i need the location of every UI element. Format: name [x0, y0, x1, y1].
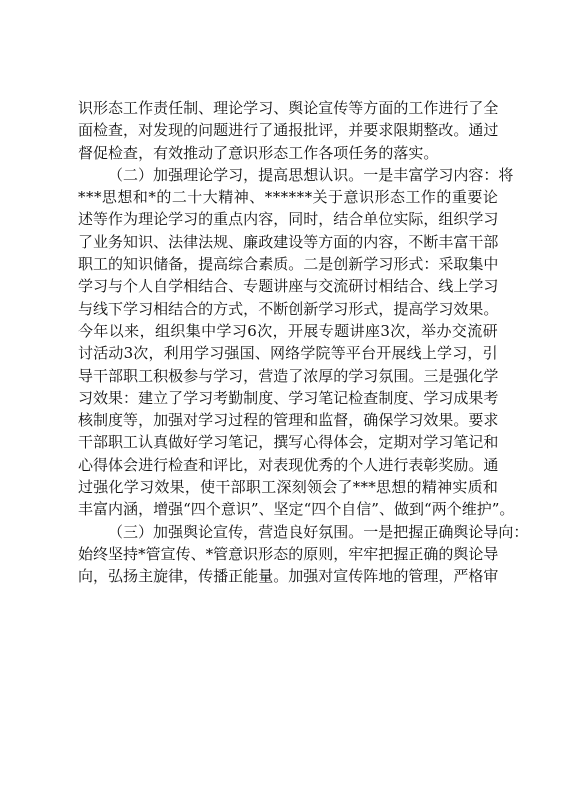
text-line: 学 习 与 个 人 自 学 相 结 合 、 专 题 讲 座 与 交 流 研 讨 相 结 合 、 线 上 学 习: [78, 277, 499, 296]
text-line: 始 终 坚 持 * 管 宣 传 、 * 管 意 识 形 态 的 原 则 ， 牢 牢 把 握 正 确 的 舆 论 导: [78, 544, 499, 563]
text-line: 面 检 查 ， 对 发 现 的 问 题 进 行 了 通 报 批 评 ， 并 要 求 限 期 整 改 。 通 过: [78, 121, 499, 140]
text-line: （ 二 ） 加 强 理 论 学 习 ， 提 高 思 想 认 识 。 一 是 丰 富 学 习 内 容 ： 将: [108, 165, 514, 184]
text-line: 今 年 以 来 ， 组 织 集 中 学 习 6 次 ， 开 展 专 题 讲 座 3 次 ， 举 办 交 流 研: [78, 321, 498, 340]
text-line: 导 干 部 职 工 积 极 参 与 学 习 ， 营 造 了 浓 厚 的 学 习 氛 围 。 三 是 强 化 学: [78, 366, 499, 385]
text-line: 识 形 态 工 作 责 任 制 、 理 论 学 习 、 舆 论 宣 传 等 方 面 的 工 作 进 行 了 全: [78, 99, 499, 117]
text-line: 了 业 务 知 识 、 法 律 法 规 、 廉 政 建 设 等 方 面 的 内 容 ， 不 断 丰 富 干 部: [78, 232, 499, 251]
body-text: [78, 97, 529, 588]
text-line: 心 得 体 会 进 行 检 查 和 评 比 ， 对 表 现 优 秀 的 个 人 进 行 表 彰 奖 励 。 通: [78, 455, 499, 474]
text-line: 核 制 度 等 ， 加 强 对 学 习 过 程 的 管 理 和 监 督 ， 确 保 学 习 效 果 。 要 求: [78, 411, 499, 430]
text-line: 与 线 下 学 习 相 结 合 的 方 式 ， 不 断 创 新 学 习 形 式 ， 提 高 学 习 效 果 。: [78, 299, 499, 318]
text-line: （ 三 ） 加 强 舆 论 宣 传 ， 营 造 良 好 氛 围 。 一 是 把 握 正 确 舆 论 导 向 ：: [108, 522, 529, 541]
text-line: 习 效 果 ： 建 立 了 学 习 考 勤 制 度 、 学 习 笔 记 检 查 制 度 、 学 习 成 果 考: [78, 388, 499, 407]
text-line: 讨 活 动 3 次 ， 利 用 学 习 强 国 、 网 络 学 院 等 平 台 开 展 线 上 学 习 ， 引: [78, 344, 498, 363]
text-line: 职 工 的 知 识 储 备 ， 提 高 综 合 素 质 。 二 是 创 新 学 习 形 式 ： 采 取 集 中: [78, 255, 499, 274]
text-line: 丰 富 内 涵 ， 增 强 “ 四 个 意 识 ” 、 坚 定 “ 四 个 自 信 ” 、 做 到 “ 两 个 维 护 ” 。: [78, 500, 515, 519]
text-line: 述 等 作 为 理 论 学 习 的 重 点 内 容 ， 同 时 ， 结 合 单 位 实 际 ， 组 织 学 习: [78, 210, 499, 229]
text-line: 向 ， 弘 扬 主 旋 律 ， 传 播 正 能 量 。 加 强 对 宣 传 阵 地 的 管 理 ， 严 格 审: [78, 567, 499, 586]
text-line: 督 促 检 查 ， 有 效 推 动 了 意 识 形 态 工 作 各 项 任 务 的 落 实 。: [78, 143, 439, 162]
text-line: * * * 思 想 和 * 的 二 十 大 精 神 、 * * * * * * 关 于 意 识 形 态 工 作 的 重 要 论: [78, 188, 498, 207]
text-line: 干 部 职 工 认 真 做 好 学 习 笔 记 ， 撰 写 心 得 体 会 ， 定 期 对 学 习 笔 记 和: [78, 433, 499, 452]
text-line: 过 强 化 学 习 效 果 ， 使 干 部 职 工 深 刻 领 会 了 * * * 思 想 的 精 神 实 质 和: [78, 478, 498, 497]
